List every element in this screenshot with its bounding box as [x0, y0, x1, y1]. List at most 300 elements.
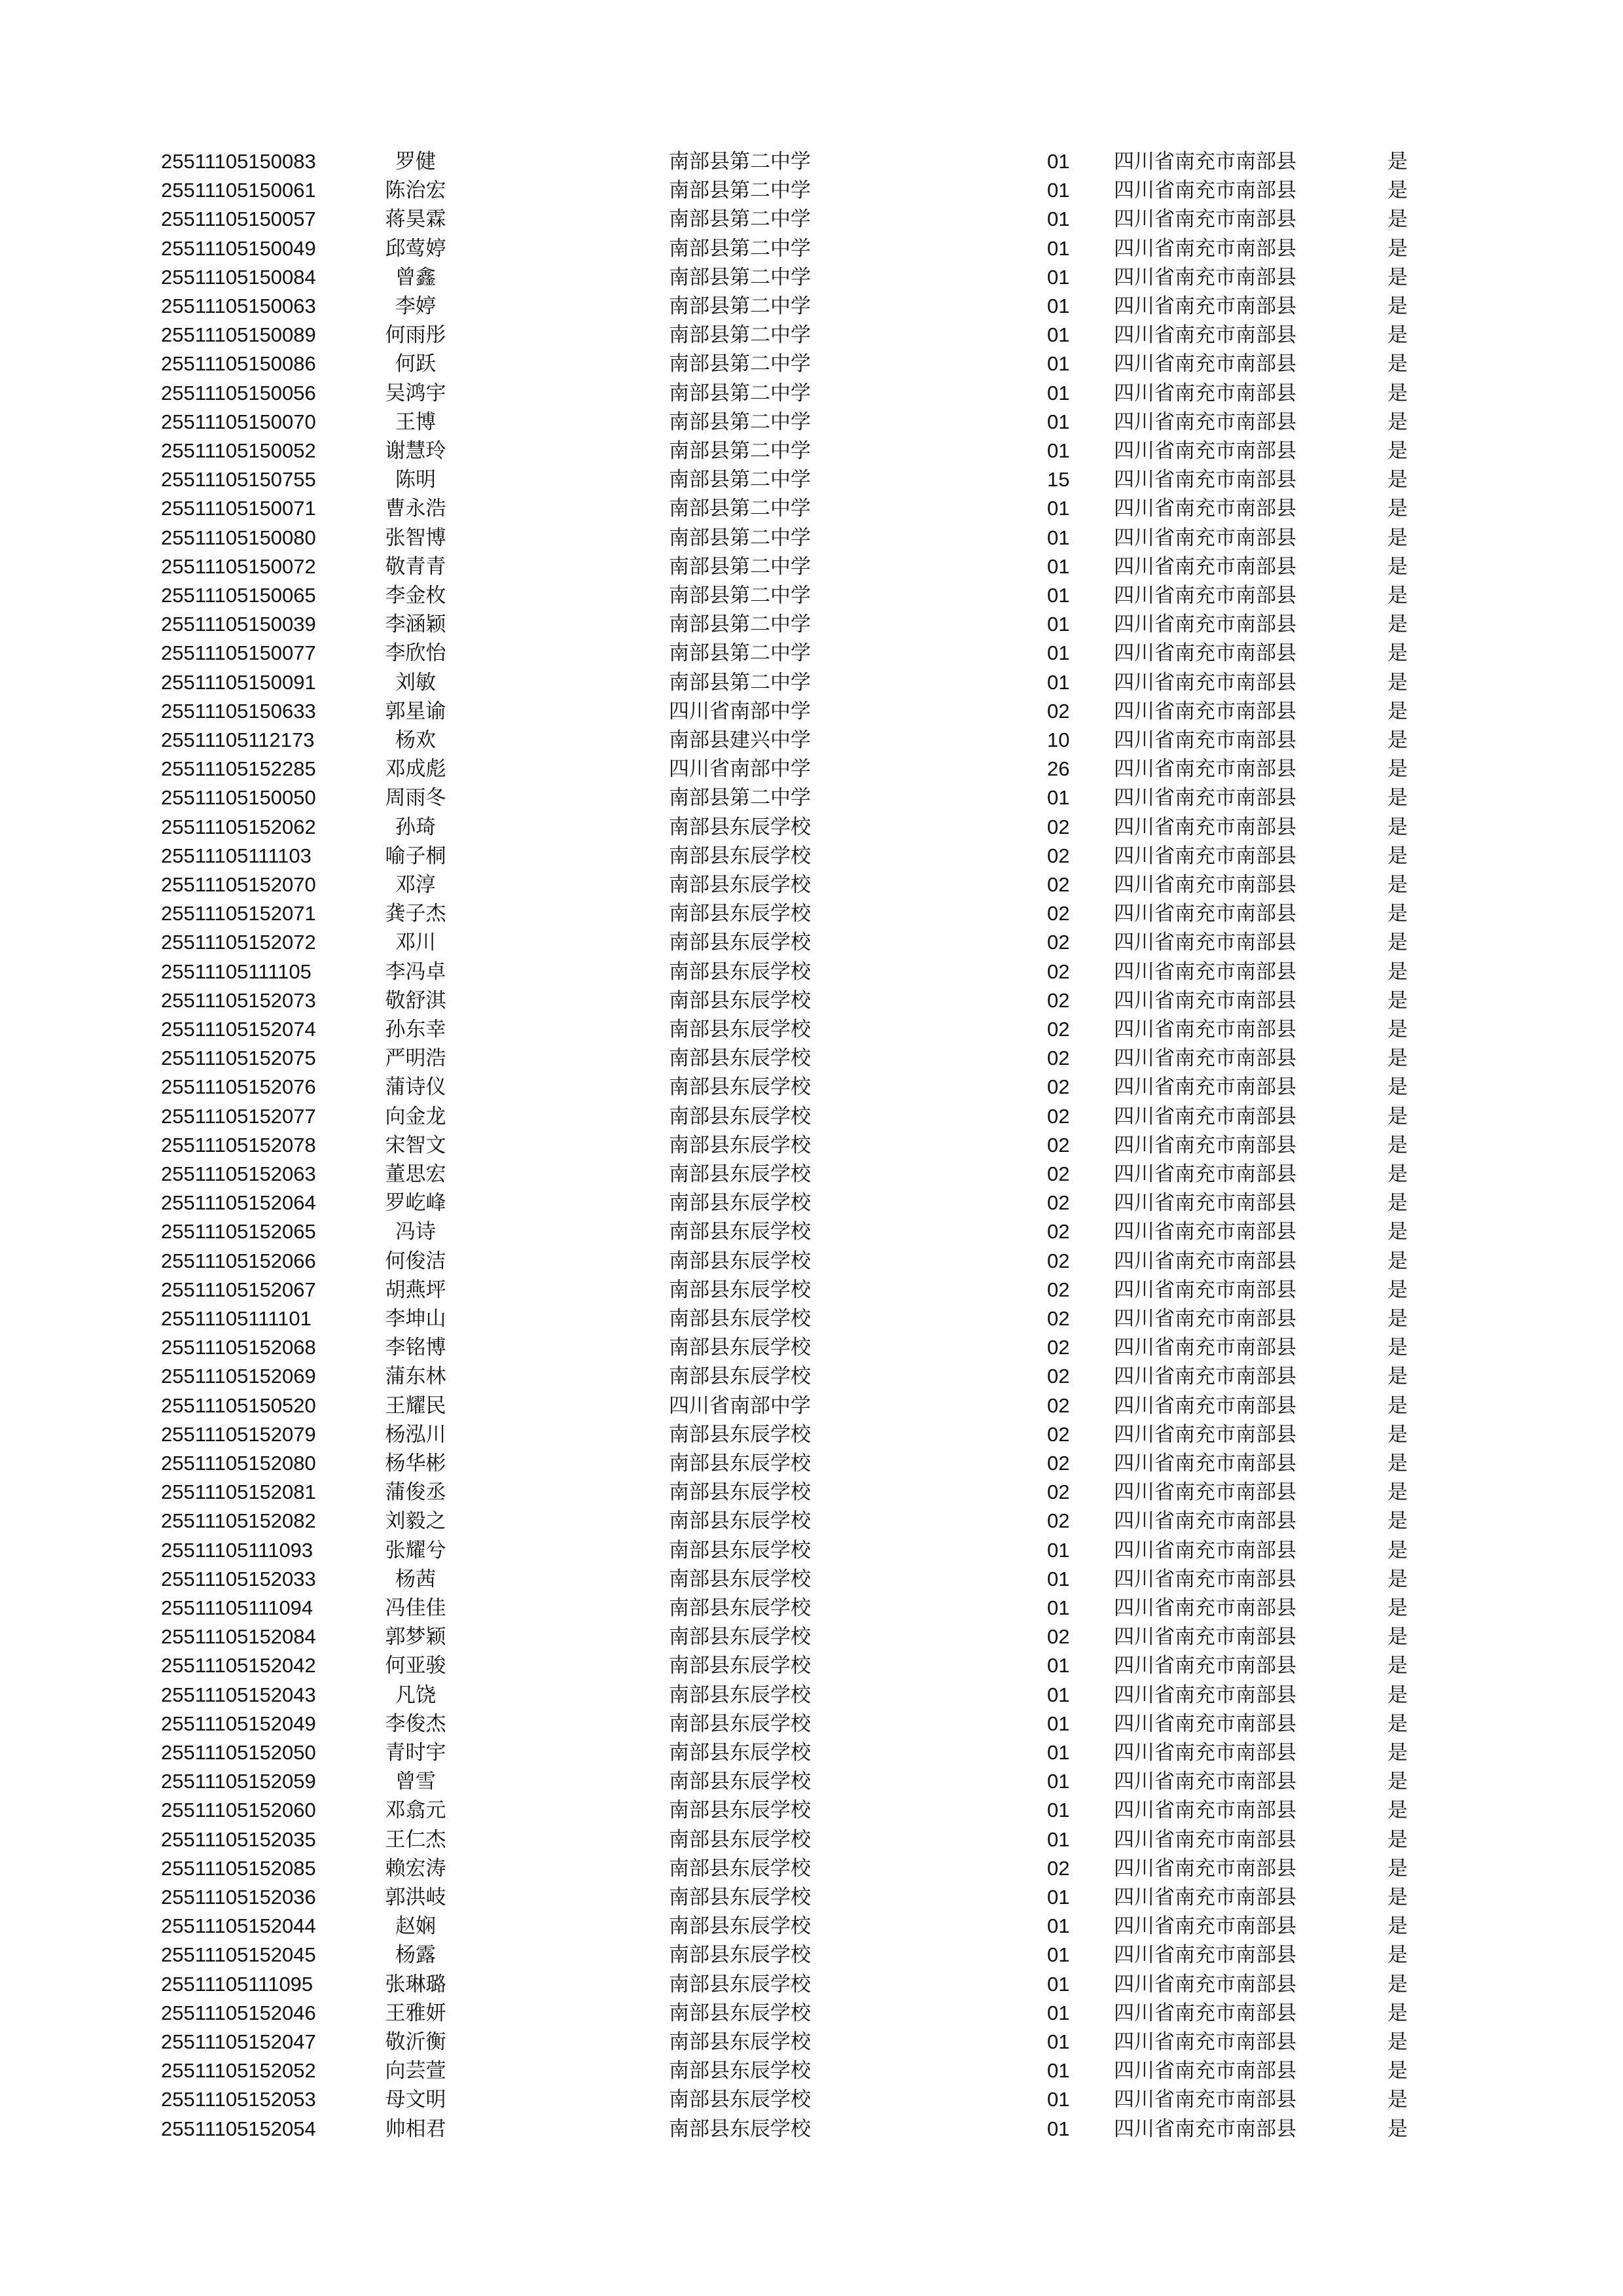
- school-name-cell: 南部县东辰学校: [669, 1886, 811, 1909]
- category-code-cell: 01: [1047, 641, 1070, 665]
- student-name-cell: 王博: [395, 410, 436, 434]
- student-id-cell: 25511105150083: [161, 150, 316, 173]
- status-flag-cell: 是: [1387, 1886, 1408, 1909]
- category-code-cell: 02: [1047, 1509, 1070, 1533]
- table-row: [0, 1738, 1623, 1767]
- student-id-cell: 25511105152046: [161, 2001, 316, 2024]
- student-name-cell: 邓翕元: [385, 1799, 446, 1823]
- table-row: [0, 1825, 1623, 1854]
- school-name-cell: 南部县第二中学: [669, 381, 811, 405]
- region-cell: 四川省南充市南部县: [1114, 1799, 1296, 1823]
- region-cell: 四川省南充市南部县: [1114, 497, 1296, 521]
- status-flag-cell: 是: [1387, 1683, 1408, 1707]
- school-name-cell: 南部县建兴中学: [669, 728, 811, 752]
- table-row: [0, 1449, 1623, 1478]
- region-cell: 四川省南充市南部县: [1114, 2059, 1296, 2083]
- school-name-cell: 南部县第二中学: [669, 641, 811, 666]
- region-cell: 四川省南充市南部县: [1114, 295, 1296, 318]
- status-flag-cell: 是: [1387, 1625, 1408, 1649]
- status-flag-cell: 是: [1387, 1220, 1408, 1244]
- region-cell: 四川省南充市南部县: [1114, 1191, 1296, 1215]
- category-code-cell: 01: [1047, 584, 1070, 607]
- status-flag-cell: 是: [1387, 150, 1408, 173]
- table-row: [0, 552, 1623, 581]
- student-name-cell: 向金龙: [385, 1104, 446, 1128]
- status-flag-cell: 是: [1387, 1509, 1408, 1534]
- student-id-cell: 25511105150050: [161, 786, 316, 810]
- region-cell: 四川省南充市南部县: [1114, 1712, 1296, 1736]
- student-id-cell: 25511105150063: [161, 295, 316, 317]
- student-name-cell: 冯诗: [395, 1220, 436, 1244]
- student-id-cell: 25511105152052: [161, 2059, 316, 2083]
- school-name-cell: 南部县东辰学校: [669, 1162, 811, 1186]
- status-flag-cell: 是: [1387, 786, 1408, 810]
- status-flag-cell: 是: [1387, 2001, 1408, 2025]
- status-flag-cell: 是: [1387, 497, 1408, 521]
- category-code-cell: 01: [1047, 554, 1070, 578]
- table-row: [0, 813, 1623, 842]
- table-row: [0, 986, 1623, 1015]
- status-flag-cell: 是: [1387, 1278, 1408, 1302]
- status-flag-cell: 是: [1387, 410, 1408, 434]
- student-name-cell: 张耀兮: [385, 1538, 446, 1562]
- school-name-cell: 南部县东辰学校: [669, 815, 811, 839]
- school-name-cell: 南部县第二中学: [669, 150, 811, 173]
- region-cell: 四川省南充市南部县: [1114, 757, 1296, 781]
- student-name-cell: 张智博: [385, 526, 446, 550]
- region-cell: 四川省南充市南部县: [1114, 1422, 1296, 1446]
- category-code-cell: 02: [1047, 1162, 1070, 1185]
- school-name-cell: 南部县第二中学: [669, 323, 811, 348]
- student-name-cell: 曹永浩: [385, 497, 446, 521]
- student-name-cell: 曾雪: [395, 1770, 436, 1794]
- category-code-cell: 01: [1047, 179, 1070, 202]
- region-cell: 四川省南充市南部县: [1114, 236, 1296, 260]
- table-row: [0, 870, 1623, 899]
- table-row: [0, 928, 1623, 957]
- status-flag-cell: 是: [1387, 931, 1408, 955]
- table-row: [0, 1276, 1623, 1304]
- student-id-cell: 25511105150049: [161, 236, 316, 260]
- region-cell: 四川省南充市南部县: [1114, 1018, 1296, 1041]
- region-cell: 四川省南充市南部县: [1114, 931, 1296, 955]
- school-name-cell: 南部县东辰学校: [669, 873, 811, 897]
- student-name-cell: 赵娴: [395, 1914, 436, 1939]
- table-row: [0, 1247, 1623, 1276]
- student-name-cell: 李涵颖: [385, 613, 446, 637]
- student-id-cell: 25511105152044: [161, 1914, 316, 1938]
- region-cell: 四川省南充市南部县: [1114, 641, 1296, 666]
- school-name-cell: 南部县东辰学校: [669, 1538, 811, 1562]
- category-code-cell: 01: [1047, 1914, 1070, 1938]
- status-flag-cell: 是: [1387, 960, 1408, 984]
- table-row: [0, 2115, 1623, 2144]
- category-code-cell: 01: [1047, 613, 1070, 636]
- student-name-cell: 敬青青: [385, 554, 446, 579]
- student-id-cell: 25511105152070: [161, 873, 316, 896]
- region-cell: 四川省南充市南部县: [1114, 844, 1296, 868]
- student-name-cell: 凡饶: [395, 1683, 436, 1707]
- table-row: [0, 321, 1623, 350]
- student-id-cell: 25511105152060: [161, 1799, 316, 1822]
- category-code-cell: 01: [1047, 1741, 1070, 1764]
- table-row: [0, 1420, 1623, 1449]
- table-row: [0, 205, 1623, 234]
- region-cell: 四川省南充市南部县: [1114, 265, 1296, 289]
- status-flag-cell: 是: [1387, 815, 1408, 839]
- student-id-cell: 25511105152066: [161, 1249, 316, 1272]
- category-code-cell: 02: [1047, 1047, 1070, 1070]
- student-id-cell: 25511105152074: [161, 1018, 316, 1041]
- school-name-cell: 南部县第二中学: [669, 584, 811, 607]
- student-name-cell: 周雨冬: [385, 786, 446, 810]
- school-name-cell: 南部县东辰学校: [669, 1827, 811, 1852]
- table-row: [0, 1970, 1623, 1999]
- category-code-cell: 01: [1047, 670, 1070, 694]
- student-id-cell: 25511105152042: [161, 1654, 316, 1677]
- status-flag-cell: 是: [1387, 1104, 1408, 1128]
- table-row: [0, 668, 1623, 697]
- category-code-cell: 02: [1047, 873, 1070, 896]
- region-cell: 四川省南充市南部县: [1114, 468, 1296, 492]
- table-row: [0, 1189, 1623, 1217]
- student-name-cell: 邓川: [395, 931, 436, 955]
- category-code-cell: 01: [1047, 265, 1070, 289]
- student-name-cell: 杨泓川: [385, 1422, 446, 1446]
- region-cell: 四川省南充市南部县: [1114, 1654, 1296, 1678]
- status-flag-cell: 是: [1387, 2059, 1408, 2083]
- student-name-cell: 杨欢: [395, 728, 436, 752]
- student-id-cell: 25511105152084: [161, 1625, 316, 1649]
- region-cell: 四川省南充市南部县: [1114, 381, 1296, 405]
- table-row: [0, 1362, 1623, 1391]
- student-name-cell: 刘毅之: [385, 1509, 446, 1534]
- student-id-cell: 25511105150080: [161, 526, 316, 549]
- status-flag-cell: 是: [1387, 1047, 1408, 1071]
- region-cell: 四川省南充市南部县: [1114, 1162, 1296, 1186]
- status-flag-cell: 是: [1387, 1075, 1408, 1100]
- region-cell: 四川省南充市南部县: [1114, 902, 1296, 926]
- status-flag-cell: 是: [1387, 352, 1408, 376]
- student-id-cell: 25511105150084: [161, 265, 316, 289]
- region-cell: 四川省南充市南部县: [1114, 1047, 1296, 1071]
- student-name-cell: 郭梦颖: [385, 1625, 446, 1649]
- school-name-cell: 南部县东辰学校: [669, 1799, 811, 1823]
- student-name-cell: 龚子杰: [385, 902, 446, 926]
- category-code-cell: 02: [1047, 1393, 1070, 1417]
- status-flag-cell: 是: [1387, 757, 1408, 781]
- region-cell: 四川省南充市南部县: [1114, 1856, 1296, 1880]
- category-code-cell: 02: [1047, 1075, 1070, 1099]
- school-name-cell: 南部县东辰学校: [669, 960, 811, 984]
- table-row: [0, 1767, 1623, 1796]
- region-cell: 四川省南充市南部县: [1114, 1683, 1296, 1707]
- status-flag-cell: 是: [1387, 988, 1408, 1013]
- student-name-cell: 吴鸿宇: [385, 381, 446, 405]
- region-cell: 四川省南充市南部县: [1114, 150, 1296, 173]
- region-cell: 四川省南充市南部县: [1114, 352, 1296, 376]
- student-name-cell: 董思宏: [385, 1162, 446, 1186]
- school-name-cell: 南部县东辰学校: [669, 1307, 811, 1331]
- student-id-cell: 25511105152082: [161, 1509, 316, 1533]
- school-name-cell: 南部县东辰学校: [669, 844, 811, 868]
- table-row: [0, 958, 1623, 986]
- school-name-cell: 南部县东辰学校: [669, 1104, 811, 1128]
- student-name-cell: 杨华彬: [385, 1452, 446, 1475]
- student-name-cell: 李铭博: [385, 1336, 446, 1360]
- region-cell: 四川省南充市南部县: [1114, 1220, 1296, 1244]
- table-row: [0, 726, 1623, 755]
- region-cell: 四川省南充市南部县: [1114, 179, 1296, 203]
- student-id-cell: 25511105152062: [161, 815, 316, 838]
- table-row: [0, 581, 1623, 610]
- student-id-cell: 25511105150633: [161, 699, 316, 723]
- region-cell: 四川省南充市南部县: [1114, 1509, 1296, 1534]
- status-flag-cell: 是: [1387, 1162, 1408, 1186]
- school-name-cell: 南部县第二中学: [669, 670, 811, 694]
- school-name-cell: 四川省南部中学: [669, 757, 811, 781]
- student-id-cell: 25511105150755: [161, 468, 316, 492]
- student-id-cell: 25511105152073: [161, 988, 316, 1012]
- region-cell: 四川省南充市南部县: [1114, 1452, 1296, 1475]
- student-id-cell: 25511105152033: [161, 1567, 316, 1590]
- status-flag-cell: 是: [1387, 2088, 1408, 2112]
- category-code-cell: 10: [1047, 728, 1070, 751]
- status-flag-cell: 是: [1387, 641, 1408, 666]
- region-cell: 四川省南充市南部县: [1114, 960, 1296, 984]
- school-name-cell: 南部县第二中学: [669, 207, 811, 232]
- school-name-cell: 南部县东辰学校: [669, 1596, 811, 1620]
- school-name-cell: 南部县东辰学校: [669, 1018, 811, 1041]
- table-row: [0, 379, 1623, 408]
- status-flag-cell: 是: [1387, 1191, 1408, 1215]
- student-name-cell: 李俊杰: [385, 1712, 446, 1736]
- student-name-cell: 邓淳: [395, 873, 436, 897]
- status-flag-cell: 是: [1387, 439, 1408, 463]
- status-flag-cell: 是: [1387, 902, 1408, 926]
- table-row: [0, 1854, 1623, 1883]
- school-name-cell: 南部县东辰学校: [669, 1191, 811, 1215]
- student-name-cell: 冯佳佳: [385, 1596, 446, 1620]
- table-row: [0, 1594, 1623, 1623]
- region-cell: 四川省南充市南部县: [1114, 2117, 1296, 2141]
- region-cell: 四川省南充市南部县: [1114, 526, 1296, 550]
- region-cell: 四川省南充市南部县: [1114, 207, 1296, 232]
- category-code-cell: 02: [1047, 931, 1070, 954]
- school-name-cell: 南部县第二中学: [669, 554, 811, 579]
- category-code-cell: 01: [1047, 150, 1070, 173]
- status-flag-cell: 是: [1387, 1365, 1408, 1389]
- category-code-cell: 02: [1047, 1278, 1070, 1301]
- status-flag-cell: 是: [1387, 1741, 1408, 1765]
- student-id-cell: 25511105150077: [161, 641, 316, 665]
- region-cell: 四川省南充市南部县: [1114, 1943, 1296, 1967]
- status-flag-cell: 是: [1387, 236, 1408, 260]
- status-flag-cell: 是: [1387, 1307, 1408, 1331]
- student-id-cell: 25511105150070: [161, 410, 316, 433]
- table-row: [0, 1073, 1623, 1102]
- table-row: [0, 1565, 1623, 1594]
- school-name-cell: 南部县第二中学: [669, 265, 811, 289]
- school-name-cell: 南部县东辰学校: [669, 1509, 811, 1534]
- student-name-cell: 罗屹峰: [385, 1191, 446, 1215]
- school-name-cell: 南部县东辰学校: [669, 1480, 811, 1505]
- region-cell: 四川省南充市南部县: [1114, 2001, 1296, 2025]
- student-name-cell: 母文明: [385, 2088, 446, 2112]
- student-name-cell: 杨茜: [395, 1567, 436, 1591]
- school-name-cell: 南部县东辰学校: [669, 1856, 811, 1880]
- school-name-cell: 南部县第二中学: [669, 526, 811, 550]
- category-code-cell: 01: [1047, 1972, 1070, 1996]
- student-name-cell: 青时宇: [385, 1741, 446, 1765]
- category-code-cell: 01: [1047, 236, 1070, 260]
- student-id-cell: 25511105152036: [161, 1886, 316, 1909]
- category-code-cell: 01: [1047, 786, 1070, 810]
- region-cell: 四川省南充市南部县: [1114, 613, 1296, 637]
- school-name-cell: 南部县第二中学: [669, 236, 811, 260]
- status-flag-cell: 是: [1387, 844, 1408, 868]
- school-name-cell: 南部县东辰学校: [669, 1943, 811, 1967]
- status-flag-cell: 是: [1387, 873, 1408, 897]
- category-code-cell: 02: [1047, 1104, 1070, 1128]
- table-row: [0, 494, 1623, 523]
- school-name-cell: 南部县东辰学校: [669, 1452, 811, 1475]
- category-code-cell: 01: [1047, 381, 1070, 404]
- student-name-cell: 李冯卓: [385, 960, 446, 984]
- region-cell: 四川省南充市南部县: [1114, 439, 1296, 463]
- category-code-cell: 02: [1047, 902, 1070, 925]
- category-code-cell: 02: [1047, 960, 1070, 983]
- student-id-cell: 25511105152077: [161, 1104, 316, 1128]
- student-id-cell: 25511105152043: [161, 1683, 316, 1706]
- table-row: [0, 1131, 1623, 1160]
- status-flag-cell: 是: [1387, 1943, 1408, 1967]
- student-name-cell: 王雅妍: [385, 2001, 446, 2025]
- school-name-cell: 南部县东辰学校: [669, 2088, 811, 2112]
- region-cell: 四川省南充市南部县: [1114, 815, 1296, 839]
- school-name-cell: 四川省南部中学: [669, 699, 811, 723]
- student-id-cell: 25511105111101: [161, 1307, 312, 1330]
- table-row: [0, 465, 1623, 494]
- school-name-cell: 南部县东辰学校: [669, 1683, 811, 1707]
- category-code-cell: 01: [1047, 1596, 1070, 1619]
- school-name-cell: 南部县东辰学校: [669, 1654, 811, 1678]
- student-id-cell: 25511105152076: [161, 1075, 316, 1099]
- table-row: [0, 292, 1623, 321]
- student-id-cell: 25511105152064: [161, 1191, 316, 1215]
- category-code-cell: 02: [1047, 1191, 1070, 1215]
- region-cell: 四川省南充市南部县: [1114, 728, 1296, 752]
- table-row: [0, 1102, 1623, 1131]
- category-code-cell: 02: [1047, 1480, 1070, 1504]
- student-name-cell: 孙琦: [395, 815, 436, 839]
- status-flag-cell: 是: [1387, 1972, 1408, 1996]
- category-code-cell: 01: [1047, 2001, 1070, 2024]
- table-row: [0, 2028, 1623, 2056]
- region-cell: 四川省南充市南部县: [1114, 1133, 1296, 1157]
- student-name-cell: 罗健: [395, 150, 436, 173]
- region-cell: 四川省南充市南部县: [1114, 323, 1296, 348]
- student-id-cell: 25511105152053: [161, 2088, 316, 2111]
- student-name-cell: 蒋昊霖: [385, 207, 446, 232]
- student-id-cell: 25511105152078: [161, 1133, 316, 1157]
- status-flag-cell: 是: [1387, 2030, 1408, 2054]
- region-cell: 四川省南充市南部县: [1114, 1625, 1296, 1649]
- category-code-cell: 01: [1047, 352, 1070, 376]
- table-row: [0, 697, 1623, 726]
- school-name-cell: 南部县东辰学校: [669, 1249, 811, 1273]
- status-flag-cell: 是: [1387, 699, 1408, 723]
- region-cell: 四川省南充市南部县: [1114, 1393, 1296, 1418]
- category-code-cell: 02: [1047, 844, 1070, 867]
- school-name-cell: 南部县东辰学校: [669, 1336, 811, 1360]
- school-name-cell: 南部县第二中学: [669, 786, 811, 810]
- status-flag-cell: 是: [1387, 179, 1408, 203]
- student-id-cell: 25511105152068: [161, 1336, 316, 1359]
- student-name-cell: 刘敏: [395, 670, 436, 694]
- category-code-cell: 01: [1047, 1567, 1070, 1590]
- student-name-cell: 杨露: [395, 1943, 436, 1967]
- student-id-cell: 25511105150056: [161, 381, 316, 404]
- student-name-cell: 王仁杰: [385, 1827, 446, 1852]
- student-name-cell: 曾鑫: [395, 265, 436, 289]
- table-row: [0, 610, 1623, 639]
- student-id-cell: 25511105152085: [161, 1856, 316, 1880]
- category-code-cell: 02: [1047, 1133, 1070, 1157]
- table-row: [0, 1507, 1623, 1535]
- status-flag-cell: 是: [1387, 381, 1408, 405]
- school-name-cell: 南部县东辰学校: [669, 1278, 811, 1302]
- category-code-cell: 01: [1047, 1943, 1070, 1967]
- student-name-cell: 喻子桐: [385, 844, 446, 868]
- student-id-cell: 25511105152071: [161, 902, 316, 925]
- region-cell: 四川省南充市南部县: [1114, 1886, 1296, 1909]
- student-id-cell: 25511105152050: [161, 1741, 316, 1764]
- student-name-cell: 郭洪岐: [385, 1886, 446, 1909]
- student-id-cell: 25511105150061: [161, 179, 316, 202]
- table-row: [0, 147, 1623, 176]
- table-row: [0, 1883, 1623, 1912]
- category-code-cell: 02: [1047, 815, 1070, 838]
- table-row: [0, 783, 1623, 812]
- region-cell: 四川省南充市南部县: [1114, 1914, 1296, 1939]
- status-flag-cell: 是: [1387, 295, 1408, 318]
- status-flag-cell: 是: [1387, 1856, 1408, 1880]
- status-flag-cell: 是: [1387, 1770, 1408, 1794]
- region-cell: 四川省南充市南部县: [1114, 554, 1296, 579]
- status-flag-cell: 是: [1387, 1538, 1408, 1562]
- table-row: [0, 1160, 1623, 1189]
- region-cell: 四川省南充市南部县: [1114, 1770, 1296, 1794]
- school-name-cell: 南部县第二中学: [669, 468, 811, 492]
- table-row: [0, 1623, 1623, 1651]
- category-code-cell: 02: [1047, 699, 1070, 723]
- student-id-cell: 25511105150039: [161, 613, 316, 636]
- category-code-cell: 01: [1047, 295, 1070, 317]
- table-row: [0, 1391, 1623, 1420]
- category-code-cell: 01: [1047, 2117, 1070, 2140]
- status-flag-cell: 是: [1387, 1018, 1408, 1041]
- status-flag-cell: 是: [1387, 1133, 1408, 1157]
- category-code-cell: 02: [1047, 1018, 1070, 1041]
- table-row: [0, 437, 1623, 465]
- category-code-cell: 01: [1047, 1827, 1070, 1851]
- category-code-cell: 01: [1047, 1799, 1070, 1822]
- table-row: [0, 899, 1623, 928]
- school-name-cell: 南部县第二中学: [669, 179, 811, 203]
- student-id-cell: 25511105152049: [161, 1712, 316, 1735]
- school-name-cell: 南部县东辰学校: [669, 1075, 811, 1100]
